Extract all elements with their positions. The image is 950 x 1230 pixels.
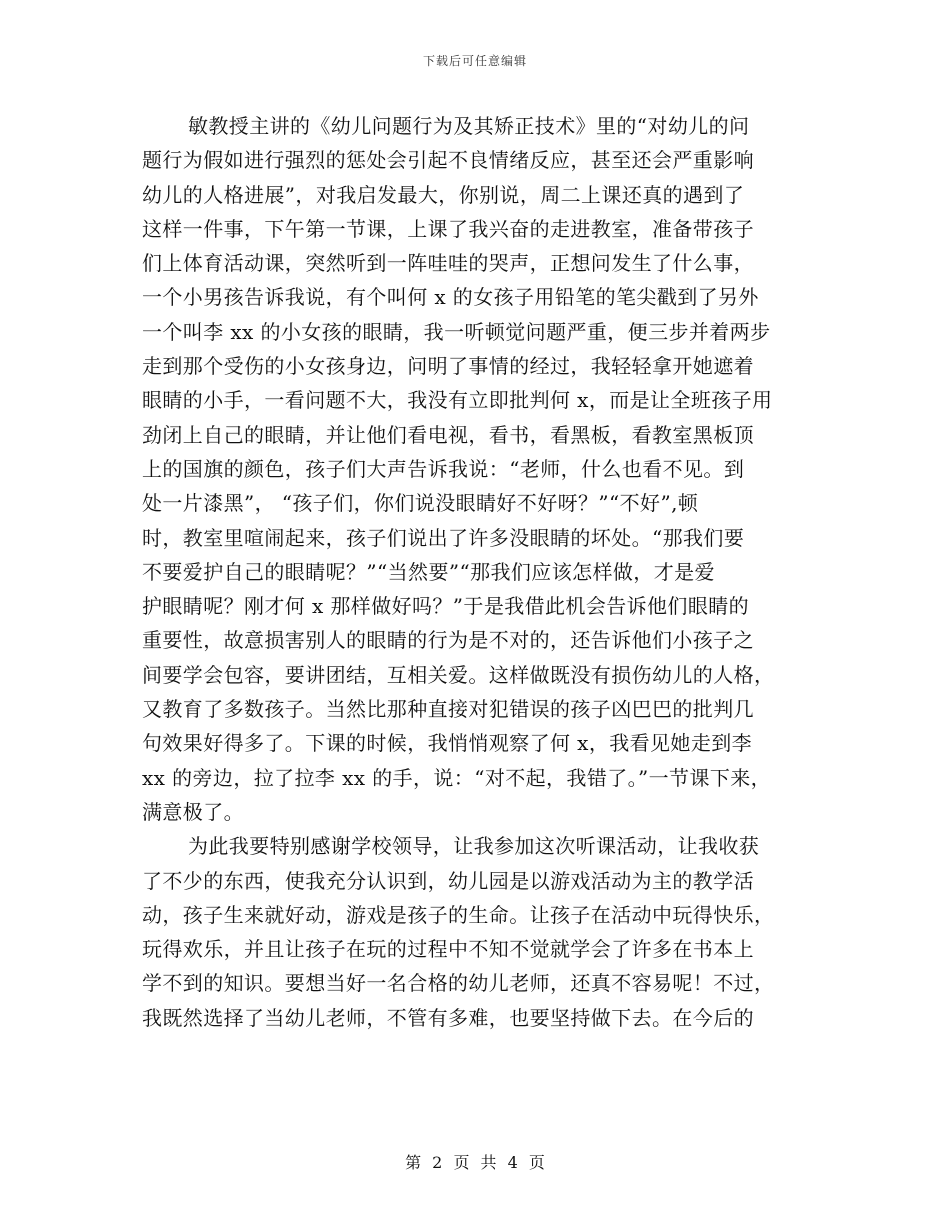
text-line: 玩得欢乐，并且让孩子在玩的过程中不知不觉就学会了许多在书本上 xyxy=(142,937,754,962)
text-line: 们上体育活动课，突然听到一阵哇哇的哭声，正想问发生了什么事， xyxy=(142,251,754,276)
text-line: 了不少的东西，使我充分认识到，幼儿园是以游戏活动为主的教学活 xyxy=(142,868,754,893)
text-line: 又教育了多数孩子。当然比那种直接对犯错误的孩子凶巴巴的批判几 xyxy=(142,697,754,722)
text-line: xx 的旁边，拉了拉李 xx 的手，说：“对不起，我错了。”一节课下来， xyxy=(142,765,772,790)
text-line: 句效果好得多了。下课的时候，我悄悄观察了何 x，我看见她走到李 xyxy=(142,731,753,756)
text-line: 题行为假如进行强烈的惩处会引起不良情绪反应，甚至还会严重影响 xyxy=(142,148,754,173)
text-line: 动，孩子生来就好动，游戏是孩子的生命。让孩子在活动中玩得快乐， xyxy=(142,902,775,927)
text-line: 学不到的知识。要想当好一名合格的幼儿老师，还真不容易呢！不过， xyxy=(142,971,775,996)
text-line: 护眼睛呢？刚才何 x 那样做好吗？”于是我借此机会告诉他们眼睛的 xyxy=(142,594,750,619)
page-number-footer: 第 2 页 共 4 页 xyxy=(405,1153,545,1172)
text-line: 幼儿的人格进展”，对我启发最大，你别说，周二上课还真的遇到了 xyxy=(142,182,745,207)
text-line: 眼睛的小手，一看问题不大，我没有立即批判何 x，而是让全班孩子用 xyxy=(142,388,773,413)
text-line: 重要性，故意损害别人的眼睛的行为是不对的，还告诉他们小孩子之 xyxy=(142,628,754,653)
text-line: 一个小男孩告诉我说，有个叫何 x 的女孩子用铅笔的笔尖戳到了另外 xyxy=(142,285,759,310)
text-line: 走到那个受伤的小女孩身边，问明了事情的经过，我轻轻拿开她遮着 xyxy=(142,354,754,379)
text-line: 不要爱护自己的眼睛呢？”“当然要”“那我们应该怎样做，才是爱 xyxy=(142,559,715,584)
document-body xyxy=(142,109,822,1035)
text-line: 满意极了。 xyxy=(142,799,244,824)
text-line: 时，教室里喧闹起来，孩子们说出了许多没眼睛的坏处。“那我们要 xyxy=(142,525,745,550)
text-line: 劲闭上自己的眼睛，并让他们看电视，看书，看黑板，看教室黑板顶 xyxy=(142,422,754,447)
page-header-note: 下载后可任意编辑 xyxy=(422,54,527,68)
text-line: 处一片漆黑”， “孩子们，你们说没眼睛好不好呀？”“不好”,顿 xyxy=(142,491,699,516)
text-line: 一个叫李 xx 的小女孩的眼睛，我一听顿觉问题严重，便三步并着两步 xyxy=(142,319,771,344)
text-line: 敏教授主讲的《幼儿问题行为及其矫正技术》里的“对幼儿的问 xyxy=(188,114,750,138)
text-line: 这样一件事，下午第一节课，上课了我兴奋的走进教室，准备带孩子 xyxy=(142,216,754,241)
text-line: 为此我要特别感谢学校领导，让我参加这次听课活动，让我收获 xyxy=(188,834,760,859)
text-line: 间要学会包容，要讲团结，互相关爱。这样做既没有损伤幼儿的人格， xyxy=(142,662,775,687)
text-line: 上的国旗的颜色，孩子们大声告诉我说：“老师，什么也看不见。到 xyxy=(142,456,745,481)
text-line: 我既然选择了当幼儿老师，不管有多难，也要坚持做下去。在今后的 xyxy=(142,1005,754,1030)
